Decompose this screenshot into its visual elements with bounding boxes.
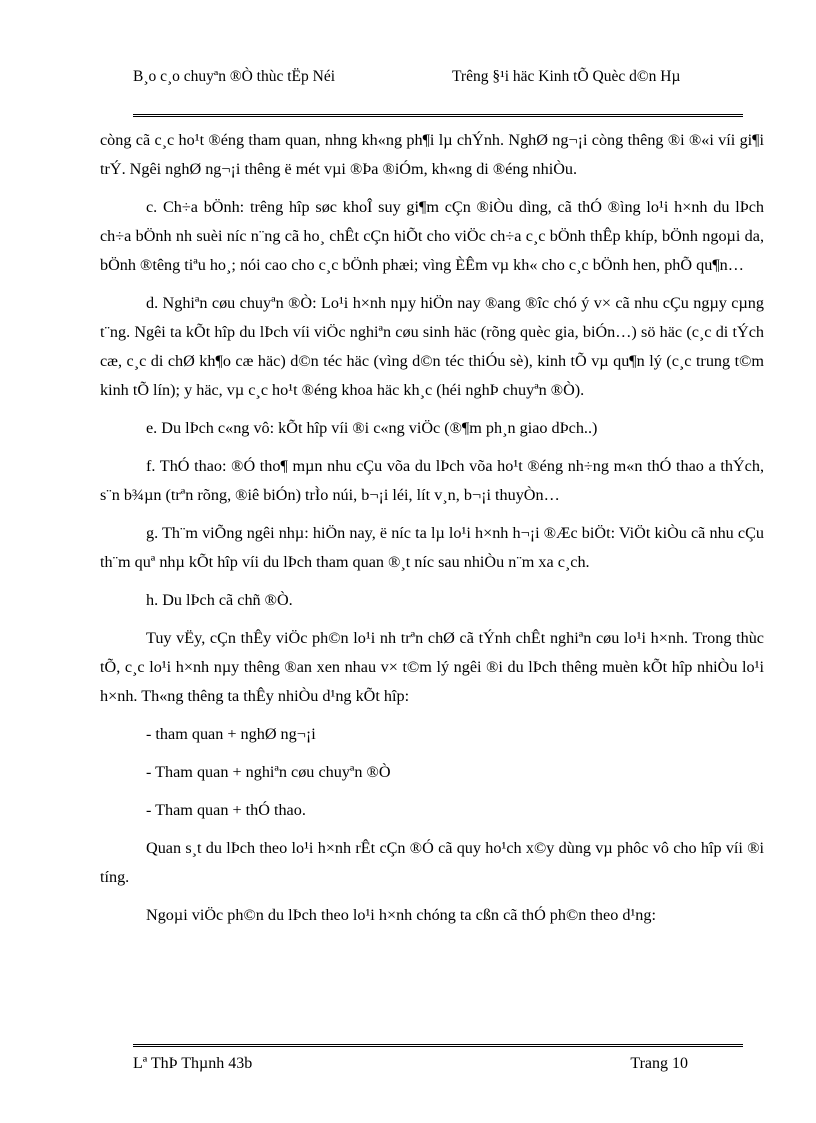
- list-item: - tham quan + nghØ ng¬¡i: [146, 725, 316, 743]
- footer-divider: [133, 1044, 743, 1047]
- list-item: - Tham quan + thÓ thao.: [146, 801, 306, 819]
- paragraph-classification-note: Tuy vËy, cÇn thÊy viÖc ph©n lo¹i nh trªn chØ cã tÝnh chÊt nghiªn cøu lo¹i h×nh. Trong thùc tÕ, c¸c lo¹i h×nh nµy thêng ®an xen nhau v× t©m lý ngêi ®i du lÞch thêng muèn kÕt hîp nhiÒu lo¹i h×nh. Th«ng thêng ta thÊy nhiÒu d¹ng kÕt hîp:: [100, 629, 764, 705]
- footer-author: Lª ThÞ Thµnh 43b: [133, 1055, 253, 1072]
- paragraph-other-classification: Ngoµi viÖc ph©n du lÞch theo lo¹i h×nh chóng ta cßn cã thÓ ph©n theo d¹ng:: [146, 906, 656, 924]
- header-report-title: B¸o c¸o chuyªn ®Ò thùc tËp Néi: [133, 68, 336, 85]
- paragraph-business-tourism: e. Du lÞch c«ng vô: kÕt hîp víi ®i c«ng viÖc (®¶m ph¸n giao dÞch..): [146, 419, 598, 437]
- header-divider: [133, 114, 743, 117]
- paragraph-themed-tourism: h. Du lÞch cã chñ ®Ò.: [146, 591, 293, 609]
- paragraph-sports-tourism: f. ThÓ thao: ®Ó tho¶ mµn nhu cÇu võa du lÞch võa ho¹t ®éng nh÷ng m«n thÓ thao a thÝch, s¨n b¾µn (trªn rõng, ®iê biÓn) trÌo núi, b¬¡i léi, lít v¸n, b¬¡i thuyÒn…: [100, 457, 764, 504]
- paragraph-continuation: còng cã c¸c ho¹t ®éng tham quan, nhng kh«ng ph¶i lµ chÝnh. NghØ ng¬¡i còng thêng ®i ®«i víi gi¶i trÝ. Ngêi nghØ ng¬¡i thêng ë mét vµi ®Þa ®iÓm, kh«ng di ®éng nhiÒu.: [100, 131, 764, 178]
- paragraph-research-tourism: d. Nghiªn cøu chuyªn ®Ò: Lo¹i h×nh nµy hiÖn nay ®ang ®îc chó ý v× cã nhu cÇu ngµy cµng t¨ng. Ngêi ta kÕt hîp du lÞch víi viÖc nghiªn cøu sinh häc (rõng quèc gia, biÓn…) sö häc (c¸c di tÝch cæ, c¸c di chØ kh¶o cæ häc) d©n téc häc (vìng d©n téc thiÓu sè), kinh tÕ vµ qu¶n lý (c¸c trung t©m kinh tÕ lín); y häc, vµ c¸c ho¹t ®éng khoa häc kh¸c (héi nghÞ chuyªn ®Ò).: [100, 294, 764, 399]
- paragraph-homeland-visit: g. Th¨m viÕng ngêi nhµ: hiÖn nay, ë níc ta lµ lo¹i h×nh h¬¡i ®Æc biÖt: ViÖt kiÒu cã nhu cÇu th¨m quª nhµ kÕt hîp víi du lÞch tham quan ®¸t níc sau nhiÒu n¨m xa c¸ch.: [100, 524, 764, 571]
- page-number: Trang 10: [630, 1055, 688, 1072]
- list-item: - Tham quan + nghiªn cøu chuyªn ®Ò: [146, 763, 391, 781]
- paragraph-planning: Quan s¸t du lÞch theo lo¹i h×nh rÊt cÇn ®Ó cã quy ho¹ch x©y dùng vµ phôc vô cho hîp víi ®i tíng.: [100, 839, 764, 886]
- page-header: [133, 66, 743, 114]
- paragraph-healing-tourism: c. Ch÷a bÖnh: trêng hîp søc khoÎ suy gi¶m cÇn ®iÒu dìng, cã thÓ ®ìng lo¹i h×nh du lÞch ch÷a bÖnh nh suèi níc n¨ng cã ho¸ chÊt cÇn hiÕt cho viÖc ch÷a c¸c bÖnh thÊp khíp, bÖnh ngoµi da, bÖnh ®têng tiªu ho¸; nói cao cho c¸c bÖnh phæi; vìng ÈÊm vµ kh« cho c¸c bÖnh hen, phÕ qu¶n…: [100, 198, 764, 274]
- header-university: Trêng §¹i häc Kinh tÕ Quèc d©n Hµ: [452, 68, 681, 85]
- document-body: [100, 126, 764, 939]
